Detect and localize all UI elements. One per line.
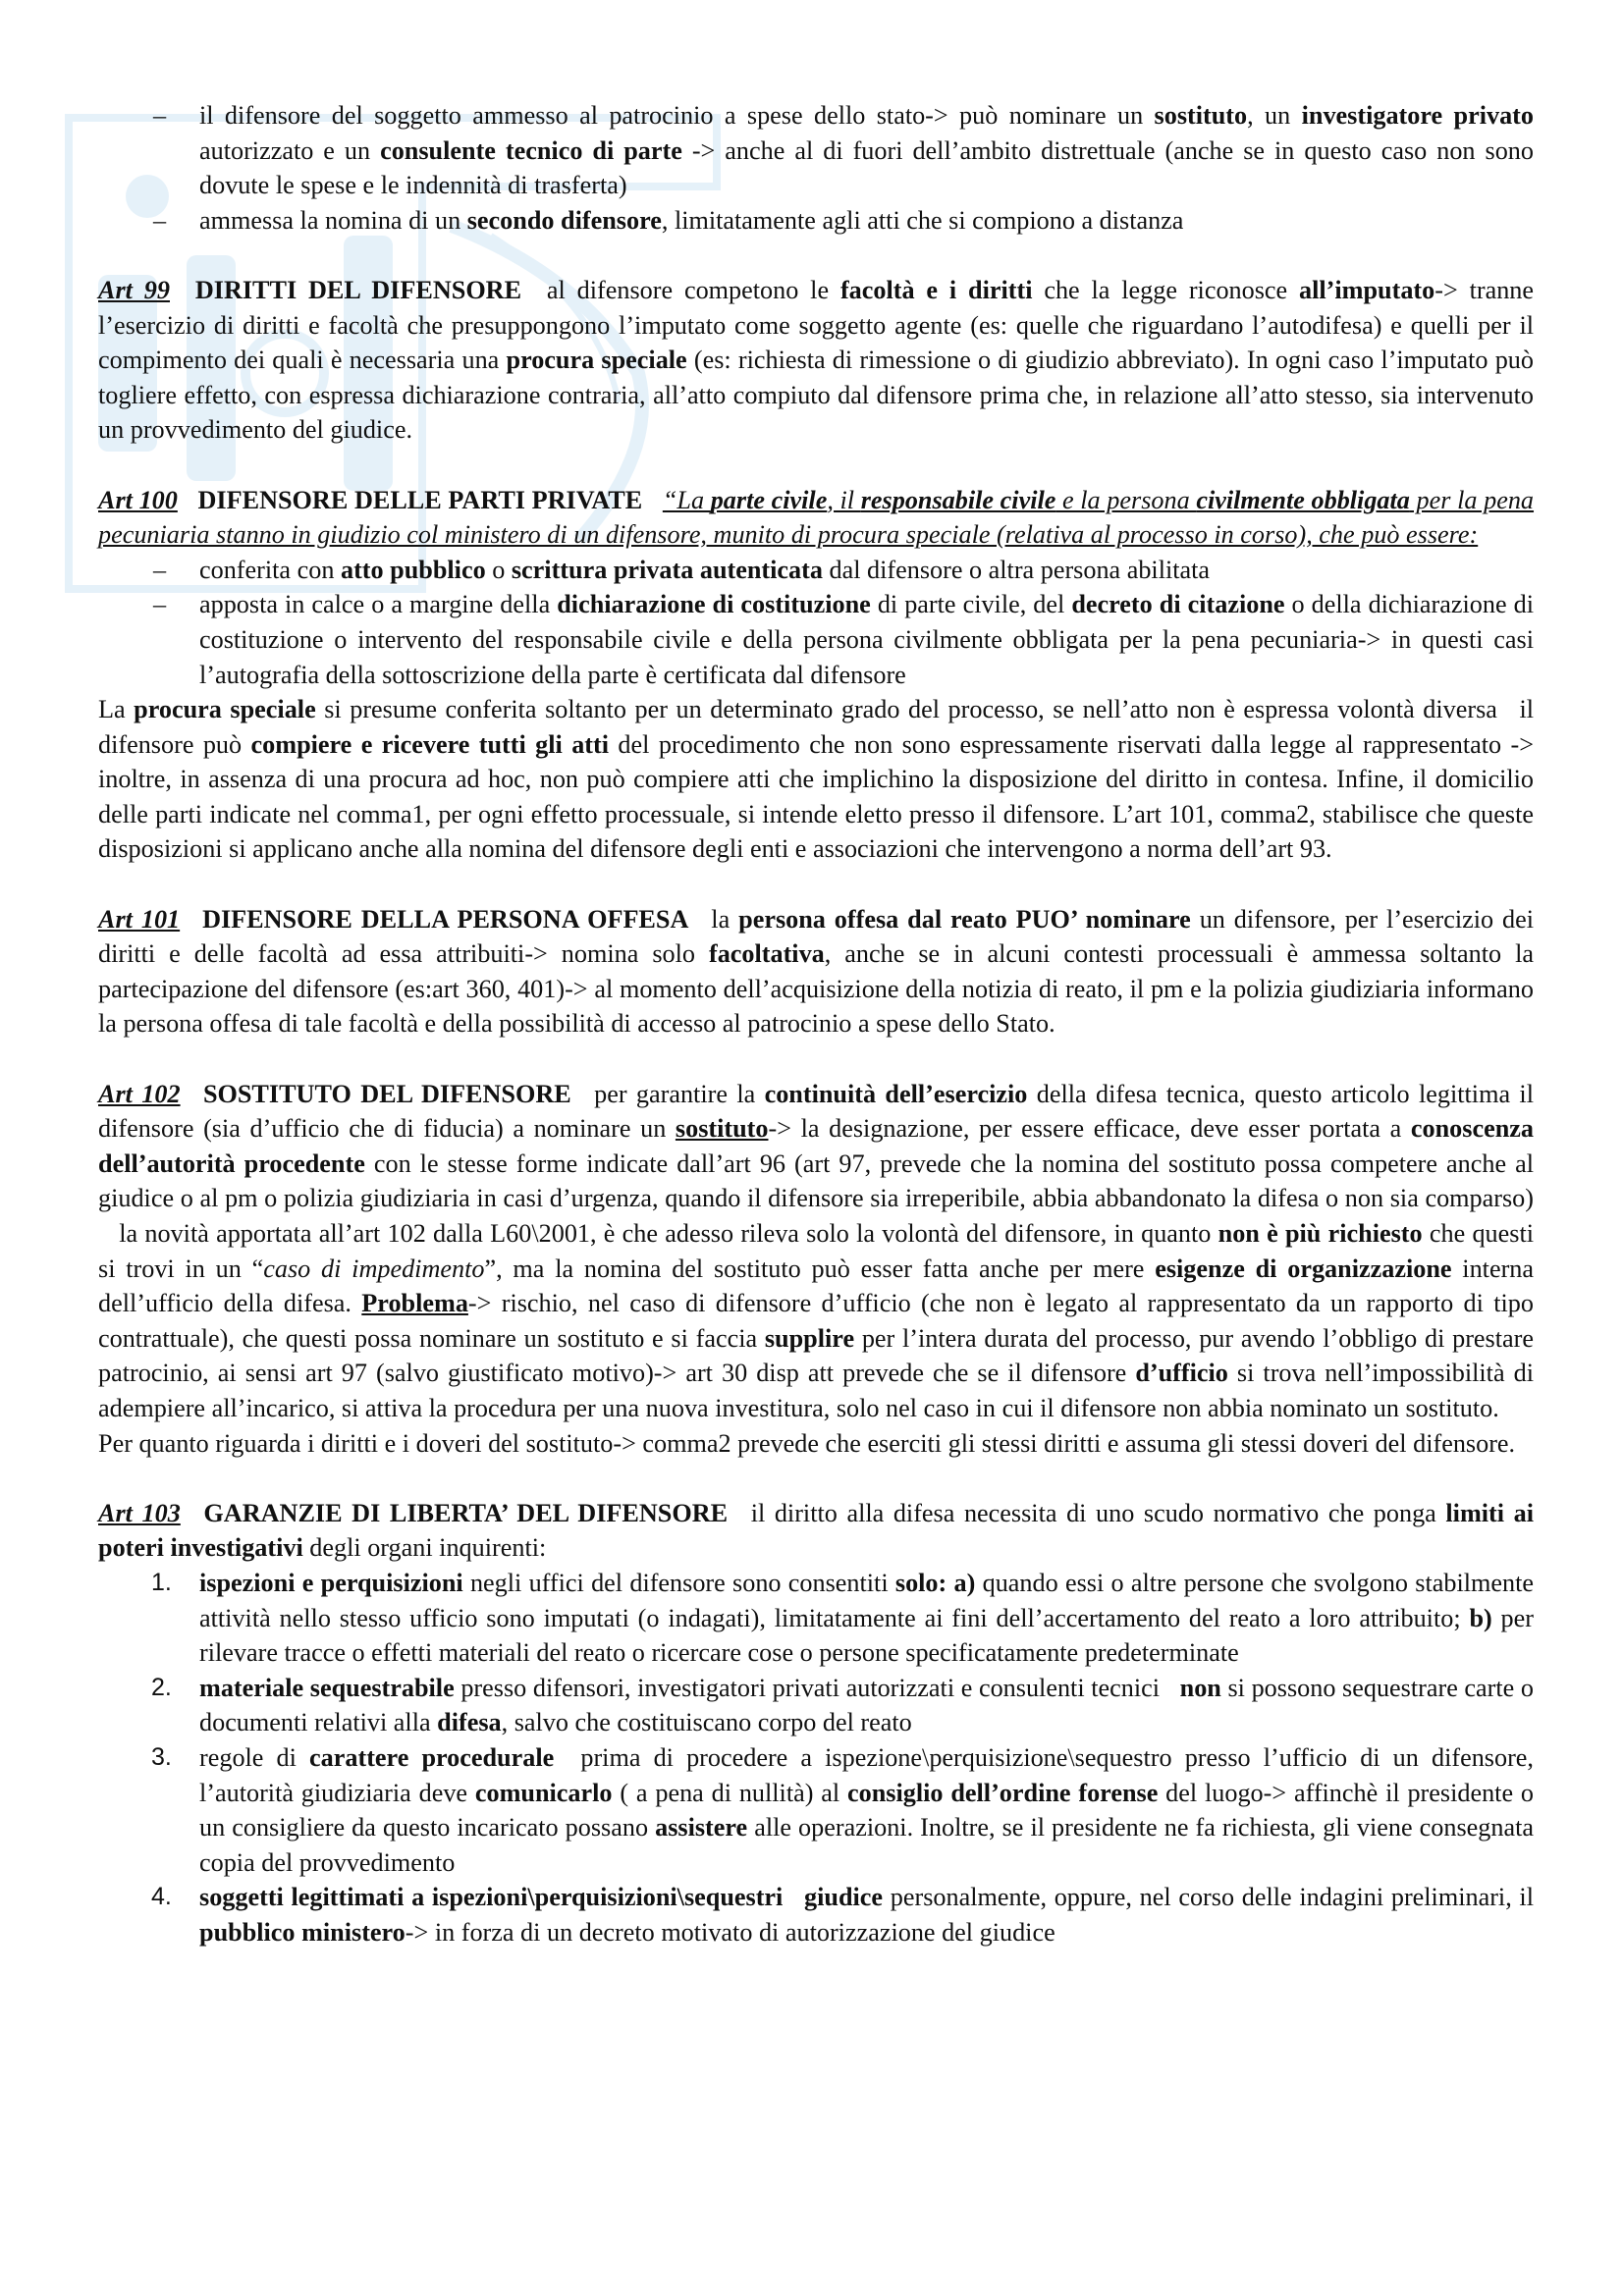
- art-103-paragraph: Art 103 GARANZIE DI LIBERTA’ DEL DIFENSORE il diritto alla difesa necessita di uno scudo normativo che ponga limiti ai poteri investigativi degli organi inquirenti:: [98, 1498, 1534, 1563]
- list-item: 4. soggetti legittimati a ispezioni\perquisizioni\sequestri giudice personalmente, oppure, nel corso delle indagini preliminari, il pubblico ministero-> in forza di un decreto motivato di autorizzazione del giudice: [151, 1883, 1534, 1947]
- art-99-label: Art 99: [98, 275, 170, 304]
- art-103-label: Art 103: [98, 1498, 181, 1527]
- art-102-paragraph: Art 102 SOSTITUTO DEL DIFENSORE per garantire la continuità dell’esercizio della difesa tecnica, questo articolo legittima il difensore (sia d’ufficio che di fiducia) a nominare un sostituto-> la designazione, per essere efficace, deve esser portata a conoscenza dell’autorità procedente con le stesse forme indicate dall’art 96 (art 97, prevede che la nomina del sostituto possa competere anche al giudice o al pm o polizia giudiziaria in casi d’urgenza, quando il difensore sia irreperibile, abbia abbandonato la difesa o non sia comparso) la novità apportata all’art 102 dalla L60\2001, è che adesso rileva solo la volontà del difensore, in quanto non è più richiesto che questi si trovi in un “caso di impedimento”, ma la nomina del sostituto può esser fatta anche per mere esigenze di organizzazione interna dell’ufficio della difesa. Problema-> rischio, nel caso di difensore d’ufficio (che non è legato al rappresentato da un rapporto di tipo contrattuale), che questi possa nominare un sostituto e si faccia supplire per l’intera durata del processo, pur avendo l’obbligo di prestare patrocinio, ai sensi art 97 (salvo giustificato motivo)-> art 30 disp att prevede che se il difensore d’ufficio si trova nell’impossibilità di adempiere all’incarico, si attiva la procedura per una nuova investitura, solo nel caso in cui il difensore non abbia nominato un sostituto.: [98, 1079, 1535, 1422]
- art-102-heading: SOSTITUTO DEL DIFENSORE: [202, 1079, 571, 1108]
- art-100-after: La procura speciale si presume conferita soltanto per un determinato grado del processo, se nell’atto non è espressa volontà diversa il difensore può compiere e ricevere tutti gli atti del procedimento che non sono espressamente riservati dalla legge al rappresentato -> inoltre, in assenza di una procura ad hoc, non può compiere atti che implichino la disposizione del diritto in contesa. Infine, il domicilio delle parti indicate nel comma1, per ogni effetto processuale, si intende eletto presso il difensore. L’art 101, comma2, stabilisce che queste disposizioni si applicano anche alla nomina del difensore degli enti e associazioni che intervengono a norma dell’art 93.: [98, 695, 1534, 864]
- list-item: – il difensore del soggetto ammesso al patrocinio a spese dello stato-> può nominare un sostituto, un investigatore privato autorizzato e un consulente tecnico di parte -> anche al di fuori dell’ambito distrettuale (anche se in questo caso non sono dovute le spese e le indennità di trasferta): [153, 101, 1534, 200]
- art-100-quote: “La parte civile, il responsabile civile e la persona civilmente obbligata per la pena pecuniaria stanno in giudizio col ministero di un difensore, munito di procura speciale (relativa al processo in corso), che può essere:: [98, 485, 1535, 550]
- list-item: – apposta in calce o a margine della dichiarazione di costituzione di parte civile, del decreto di citazione o della dichiarazione di costituzione o intervento del responsabile civile e della persona civilmente obbligata per la pena pecuniaria-> in questi casi l’autografia della sottoscrizione della parte è certificata dal difensore: [153, 590, 1534, 689]
- art-100-paragraph: [98, 483, 1534, 553]
- document-body: [98, 98, 1534, 1949]
- art-103-heading: GARANZIE DI LIBERTA’ DEL DIFENSORE: [203, 1498, 729, 1527]
- list-item: 1. ispezioni e perquisizioni negli uffici del difensore sono consentiti solo: a) quando essi o altre persone che svolgono stabilmente attività nello stesso ufficio sono imputati (o indagati), limitatamente ai fini dell’accertamento del reato a loro attribuito; b) per rilevare tracce o effetti materiali del reato o ricercare cose o persone specificatamente predeterminate: [151, 1568, 1534, 1668]
- art-100-label: Art 100: [98, 485, 178, 514]
- art-100-heading: DIFENSORE DELLE PARTI PRIVATE: [197, 485, 643, 514]
- art-102-label: Art 102: [98, 1079, 181, 1108]
- art-101-heading: DIFENSORE DELLA PERSONA OFFESA: [202, 904, 689, 934]
- art-103-list: [98, 1566, 1534, 1950]
- art-99-heading: DIRITTI DEL DIFENSORE: [194, 275, 522, 304]
- art-101-paragraph: Art 101 DIFENSORE DELLA PERSONA OFFESA la persona offesa dal reato PUO’ nominare un difensore, per l’esercizio dei diritti e delle facoltà ad essa attribuiti-> nomina solo facoltativa, anche se in alcuni contesti processuali è ammessa soltanto la partecipazione del difensore (es:art 360, 401)-> al momento dell’acquisizione della notizia di reato, il pm e la polizia giudiziaria informano la persona offesa di tale facoltà e della possibilità di accesso al patrocinio a spese dello Stato.: [98, 904, 1535, 1039]
- list-item: – conferita con atto pubblico o scrittura privata autenticata dal difensore o altra persona abilitata: [153, 555, 1211, 584]
- art-100-list: [98, 553, 1534, 692]
- list-item: 3. regole di carattere procedurale prima di procedere a ispezione\perquisizione\sequestro presso l’ufficio di un difensore, l’autorità giudiziaria deve comunicarlo ( a pena di nullità) al consiglio dell’ordine forense del luogo-> affinchè il presidente o un consigliere da questo incaricato possano assistere alle operazioni. Inoltre, se il presidente ne fa richiesta, gli viene consegnata copia del provvedimento: [151, 1742, 1534, 1877]
- bullet-list-top: [98, 98, 1534, 238]
- art-101-label: Art 101: [98, 904, 181, 934]
- list-item: 2. materiale sequestrabile presso difensori, investigatori privati autorizzati e consulenti tecnici non si possono sequestrare carte o documenti relativi alla difesa, salvo che costituiscano corpo del reato: [151, 1673, 1535, 1737]
- art-102-after: Per quanto riguarda i diritti e i doveri del sostituto-> comma2 prevede che eserciti gli stessi diritti e assuma gli stessi doveri del difensore.: [98, 1428, 1516, 1458]
- list-item: – ammessa la nomina di un secondo difensore, limitatamente agli atti che si compiono a distanza: [153, 205, 1184, 235]
- art-99-paragraph: Art 99 DIRITTI DEL DIFENSORE al difensore competono le facoltà e i diritti che la legge riconosce all’imputato-> tranne l’esercizio di diritti e facoltà che presuppongono l’imputato come soggetto agente (es: quelle che riguardano l’autodifesa) e quelli per il compimento dei quali è necessaria una procura speciale (es: richiesta di rimessione o di giudizio abbreviato). In ogni caso l’imputato può togliere effetto, con espressa dichiarazione contraria, all’atto compiuto dal difensore prima che, in relazione all’atto stesso, sia intervenuto un provvedimento del giudice.: [98, 275, 1535, 445]
